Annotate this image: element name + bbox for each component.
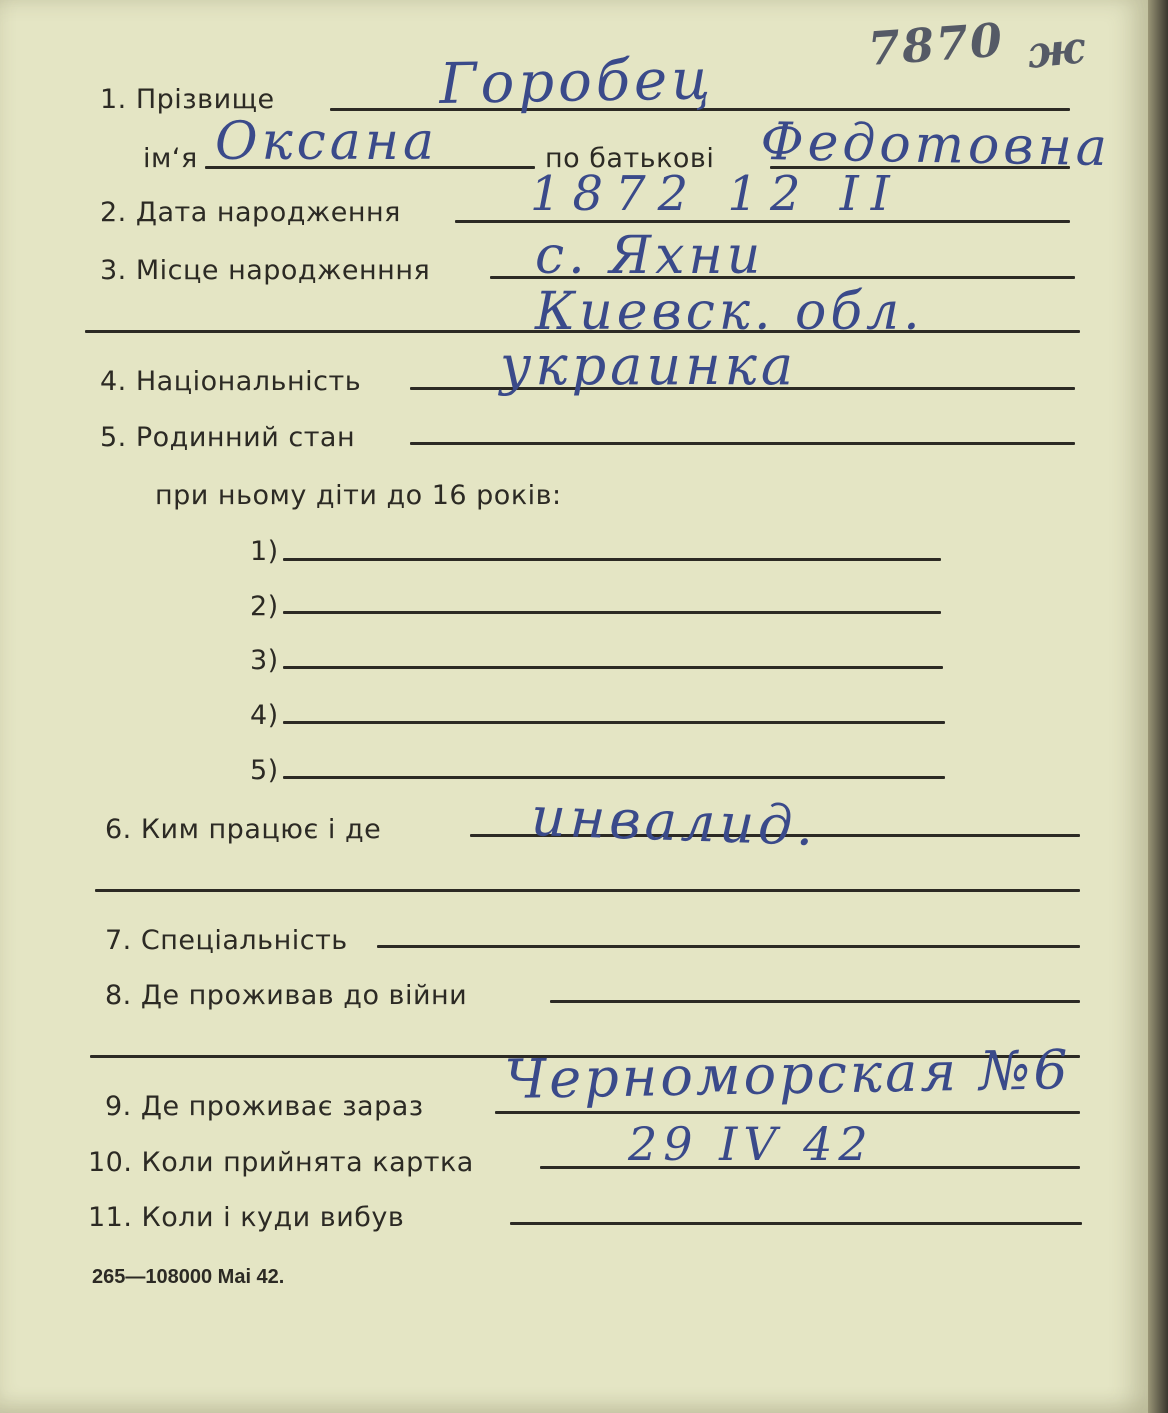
child-5-line — [283, 776, 945, 779]
child-1-line — [283, 558, 941, 561]
occupation-label-row — [105, 814, 381, 845]
birth-place-value-2: Киевск. обл. — [535, 282, 924, 342]
occupation-number: 6. — [105, 814, 132, 845]
surname-label: Прізвище — [135, 84, 275, 115]
nationality-label: Національність — [135, 366, 362, 397]
prewar-residence-number: 8. — [105, 980, 132, 1011]
children-label: при ньому діти до 16 років: — [155, 480, 562, 511]
surname-label-row — [100, 84, 275, 115]
birth-place-label: Місце народженння — [135, 255, 431, 286]
current-residence-number: 9. — [105, 1091, 132, 1122]
birth-date-label-row — [100, 197, 401, 228]
current-residence-label: Де проживає зараз — [140, 1091, 424, 1122]
surname-value: Горобец — [438, 47, 715, 117]
card-accepted-label: Коли прийнята картка — [141, 1147, 474, 1178]
child-2-line — [283, 611, 941, 614]
birth-date-number: 2. — [100, 197, 127, 228]
speciality-label-row — [105, 925, 348, 956]
nationality-value: украинка — [500, 334, 798, 397]
first-name-value: Оксана — [215, 112, 439, 172]
prewar-residence-label: Де проживав до війни — [140, 980, 468, 1011]
child-4-label: 4) — [250, 700, 279, 731]
card-accepted-number: 10. — [88, 1147, 133, 1178]
departed-label-row — [88, 1202, 404, 1233]
patronymic-label: по батькові — [545, 143, 715, 174]
card-edge-shadow — [1148, 0, 1168, 1413]
departed-line — [510, 1222, 1082, 1225]
marital-status-label-row — [100, 422, 355, 453]
occupation-line-2 — [95, 889, 1080, 892]
current-residence-label-row — [105, 1091, 424, 1122]
birth-date-value: 1872 12 II — [530, 166, 902, 222]
prewar-residence-label-row — [105, 980, 467, 1011]
first-name-label: ім‘я — [143, 143, 198, 174]
birth-place-value-1: с. Яхни — [535, 226, 765, 286]
occupation-value: инвалид. — [530, 785, 819, 858]
card-number: 7870 — [866, 12, 1006, 77]
surname-number: 1. — [100, 84, 127, 115]
print-code: 265—108000 Mai 42. — [92, 1266, 285, 1288]
birth-place-number: 3. — [100, 255, 127, 286]
card-accepted-label-row — [88, 1147, 474, 1178]
prewar-residence-line — [550, 1000, 1080, 1003]
speciality-line — [377, 945, 1080, 948]
current-residence-line — [495, 1111, 1080, 1114]
marital-status-label: Родинний стан — [135, 422, 356, 453]
child-5-label: 5) — [250, 755, 279, 786]
marital-status-number: 5. — [100, 422, 127, 453]
departed-label: Коли і куди вибув — [141, 1202, 405, 1233]
child-4-line — [283, 721, 945, 724]
marital-status-line — [410, 442, 1075, 445]
speciality-label: Спеціальність — [140, 925, 348, 956]
child-3-line — [283, 666, 943, 669]
occupation-label: Ким працює і де — [140, 814, 382, 845]
card-suffix: ж — [1024, 21, 1092, 80]
child-3-label: 3) — [250, 645, 279, 676]
birth-date-label: Дата народження — [135, 197, 401, 228]
speciality-number: 7. — [105, 925, 132, 956]
current-residence-value: Черноморская №6 — [503, 1038, 1072, 1111]
card-accepted-value: 29 IV 42 — [628, 1117, 874, 1171]
departed-number: 11. — [88, 1202, 133, 1233]
patronymic-value: Федотовна — [760, 112, 1112, 179]
nationality-number: 4. — [100, 366, 127, 397]
nationality-label-row — [100, 366, 361, 397]
birth-place-label-row — [100, 255, 430, 286]
child-1-label: 1) — [250, 536, 279, 567]
child-2-label: 2) — [250, 591, 279, 622]
